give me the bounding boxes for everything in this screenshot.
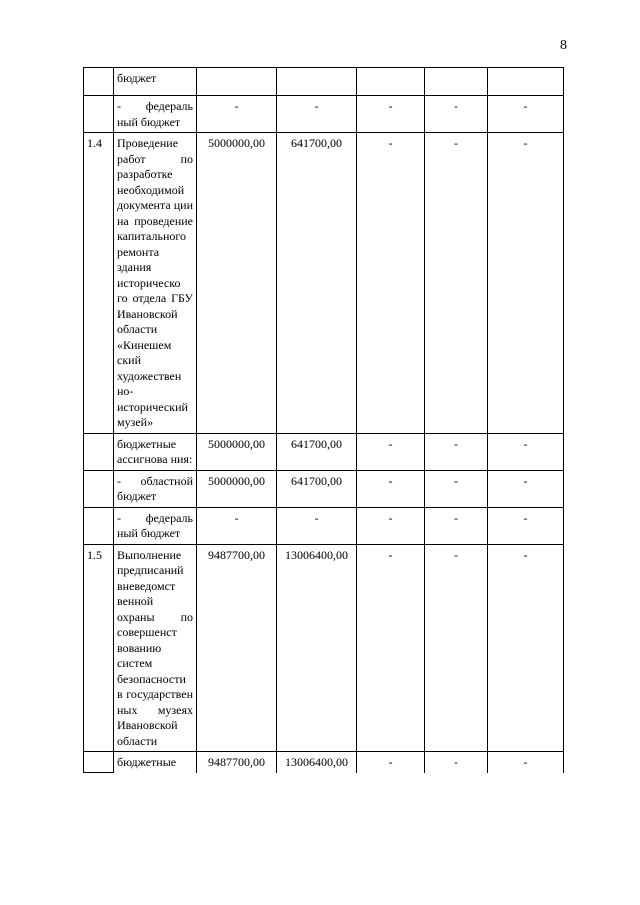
value-cell: - — [488, 507, 564, 544]
table-row — [84, 470, 564, 507]
value-cell: - — [488, 433, 564, 470]
value-cell: 641700,00 — [277, 133, 357, 434]
row-label: Выполнение предписаний вневедомст венной охраны по совершенст вованию систем безопасности в государствен ных музеях Ивановской области — [114, 544, 197, 752]
value-cell: - — [488, 544, 564, 752]
value-cell — [425, 68, 488, 96]
value-cell: - — [425, 752, 488, 773]
row-label: бюджет — [114, 68, 197, 96]
row-number — [84, 470, 114, 507]
budget-table — [83, 67, 564, 773]
page-number: 8 — [560, 38, 567, 53]
table-row — [84, 544, 564, 752]
value-cell: - — [425, 96, 488, 133]
value-cell: - — [488, 133, 564, 434]
value-cell: - — [488, 752, 564, 773]
value-cell: 13006400,00 — [277, 544, 357, 752]
value-cell: - — [425, 470, 488, 507]
value-cell: - — [425, 507, 488, 544]
value-cell: 9487700,00 — [197, 752, 277, 773]
value-cell: - — [357, 470, 425, 507]
row-label: - федераль ный бюджет — [114, 96, 197, 133]
value-cell — [197, 68, 277, 96]
row-number — [84, 752, 114, 773]
value-cell: - — [357, 96, 425, 133]
value-cell: 5000000,00 — [197, 470, 277, 507]
value-cell: - — [357, 507, 425, 544]
value-cell: - — [197, 507, 277, 544]
value-cell: 641700,00 — [277, 433, 357, 470]
table-row — [84, 96, 564, 133]
value-cell — [357, 68, 425, 96]
row-number: 1.5 — [84, 544, 114, 752]
value-cell: - — [277, 507, 357, 544]
value-cell: 641700,00 — [277, 470, 357, 507]
value-cell: - — [488, 470, 564, 507]
row-number — [84, 507, 114, 544]
value-cell: - — [488, 96, 564, 133]
value-cell: - — [425, 544, 488, 752]
value-cell: - — [357, 544, 425, 752]
row-label: - областной бюджет — [114, 470, 197, 507]
value-cell — [277, 68, 357, 96]
value-cell: - — [425, 133, 488, 434]
value-cell: 13006400,00 — [277, 752, 357, 773]
value-cell: - — [357, 133, 425, 434]
value-cell: 5000000,00 — [197, 133, 277, 434]
table-row — [84, 68, 564, 96]
row-number: 1.4 — [84, 133, 114, 434]
row-number — [84, 68, 114, 96]
table-row — [84, 507, 564, 544]
row-label: Проведение работ по разработке необходимой документа ции на проведение капитального ремонта здания историческо го отдела ГБУ Ивановской области «Кинешем ский художествен но-исторический музей» — [114, 133, 197, 434]
row-number — [84, 96, 114, 133]
row-number — [84, 433, 114, 470]
value-cell: - — [357, 752, 425, 773]
table-row — [84, 133, 564, 434]
value-cell: - — [197, 96, 277, 133]
row-label: - федераль ный бюджет — [114, 507, 197, 544]
value-cell: - — [357, 433, 425, 470]
table-row — [84, 752, 564, 773]
row-label: бюджетные ассигнова ния: — [114, 433, 197, 470]
value-cell: 9487700,00 — [197, 544, 277, 752]
table-row — [84, 433, 564, 470]
value-cell: - — [425, 433, 488, 470]
value-cell: 5000000,00 — [197, 433, 277, 470]
row-label: бюджетные — [114, 752, 197, 773]
value-cell — [488, 68, 564, 96]
value-cell: - — [277, 96, 357, 133]
